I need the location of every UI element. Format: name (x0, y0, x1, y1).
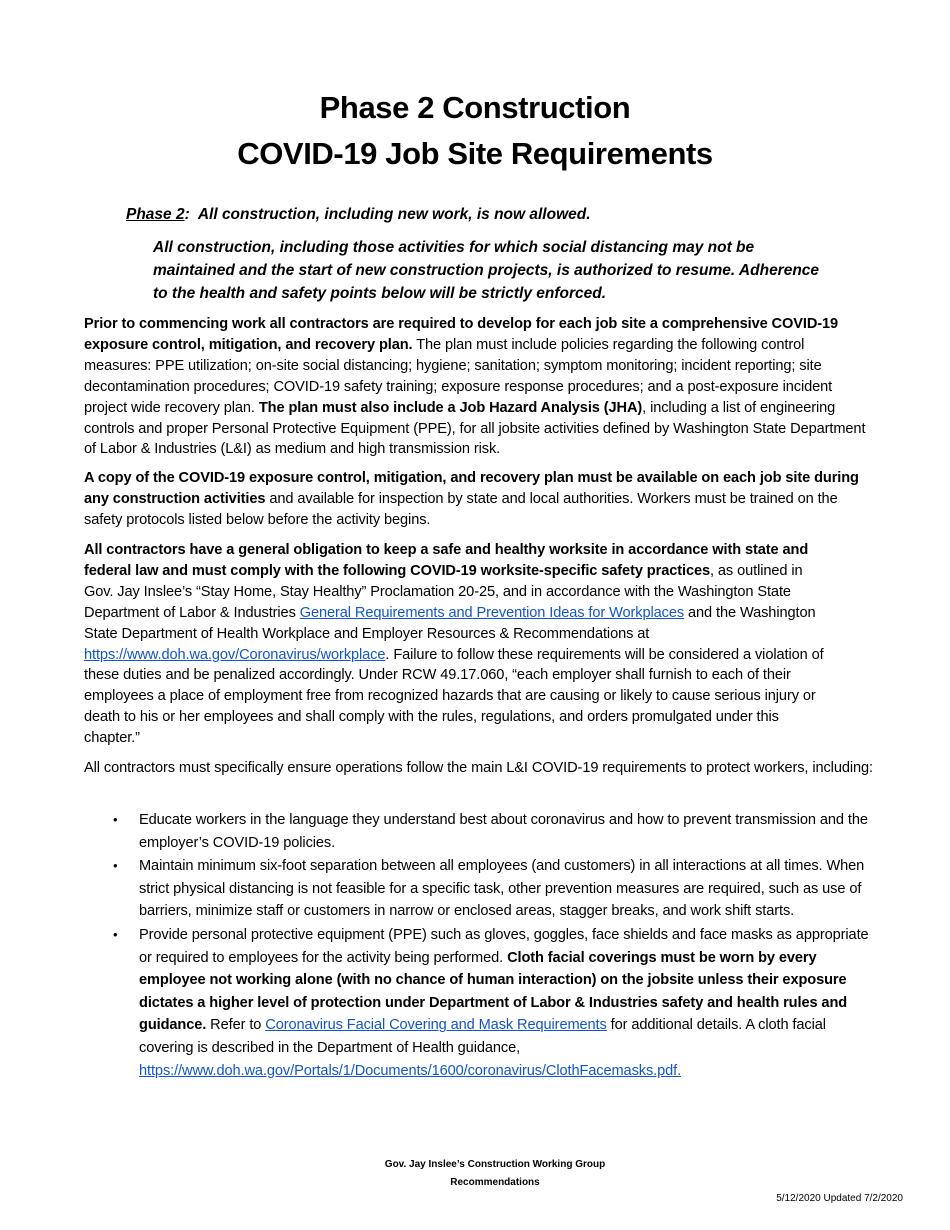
phase-text: All construction, including new work, is now allowed. (197, 206, 591, 223)
phase-label: Phase 2 (126, 206, 185, 223)
document-date: 5/12/2020 Updated 7/2/2020 (776, 1193, 903, 1204)
phase-separator: : (184, 206, 190, 223)
plan-bold-1: Prior to commencing work all contractors are required to develop for each job site a comprehensive COVID-19 exposure control, mitigation, and recovery plan. (84, 316, 839, 353)
facial-covering-link[interactable]: Coronavirus Facial Covering and Mask Requirements (265, 1017, 607, 1034)
obligation-text-1: , as outlined in Gov. Jay Inslee’s “Stay Home, Stay Healthy” Proclamation 20-25, and in accordance with the Washington State Department of Labor & Industries (84, 562, 803, 621)
bullet-text: Maintain minimum six-foot separation between all employees (and customers) in all interactions at all times. When strict physical distancing is not feasible for a specific task, other prevention measures are required, such as use of barriers, minimize staff or customers in narrow or enclosed areas, stagger breaks, and work shift starts. (139, 858, 865, 920)
obligation-text-3: . Failure to follow these requirements will be considered a violation of these duties and be penalized accordingly. Under RCW 49.17.060, “each employer shall furnish to each of their employees a place of employment free from recognized hazards that are causing or likely to cause serious injury or death to his or her employees and shall comply with the rules, regulations, and orders promulgated under this chapter.” (84, 646, 824, 747)
obligation-paragraph (84, 540, 824, 749)
cloth-facemasks-link[interactable]: https://www.doh.wa.gov/Portals/1/Documents/1600/coronavirus/ClothFacemasks.pdf. (139, 1062, 682, 1079)
phase-heading (126, 204, 846, 226)
list-item (110, 924, 870, 1082)
obligation-bold: All contractors have a general obligation to keep a safe and healthy worksite in accordance with state and federal law and must comply with the following COVID-19 worksite-specific safety practices (84, 542, 809, 579)
obligation-text-2: and the Washington State Department of Health Workplace and Employer Resources & Recommendations at (84, 604, 816, 642)
plan-bold-2: The plan must also include a Job Hazard Analysis (JHA) (258, 399, 643, 416)
plan-text-1: The plan must include policies regarding the following control measures: PPE utilization; on-site social distancing; hygiene; sanitation; symptom monitoring; incident reporting; site decontamination procedures; COVID-19 safety training; exposure response procedures; and a post-exposure incident project wide recovery plan. (84, 336, 833, 416)
list-item (110, 809, 870, 854)
li-requirements-intro: All contractors must specifically ensure operations follow the main L&I COVID-19 requirements to protect workers, including: (84, 760, 873, 776)
bullet-text-1: Provide personal protective equipment (PPE) such as gloves, goggles, face shields and face masks as appropriate or required to employees for the activity being performed. (139, 926, 869, 966)
bullet-bold: Cloth facial coverings must be worn by every employee not working alone (with no chance of human interaction) on the jobsite unless their exposure dictates a higher level of protection under Department of Labor & Industries safety and health rules and guidance. (139, 949, 848, 1034)
bullet-text-2: Refer to (206, 1017, 266, 1034)
requirements-list (110, 809, 870, 1083)
doh-workplace-link[interactable]: https://www.doh.wa.gov/Coronavirus/workplace (84, 646, 386, 663)
bullet-icon: • (113, 812, 118, 827)
footer-line-1: Gov. Jay Inslee’s Construction Working Group (384, 1159, 606, 1170)
availability-bold: A copy of the COVID-19 exposure control, mitigation, and recovery plan must be available on each job site during any construction activities (84, 470, 859, 507)
li-requirements-link[interactable]: General Requirements and Prevention Ideas for Workplaces (299, 604, 685, 621)
bullet-icon: • (113, 858, 118, 874)
title-line-1: Phase 2 Construction (319, 90, 631, 125)
availability-text: and available for inspection by state and local authorities. Workers must be trained on the safety protocols listed below before the activity begins. (84, 490, 838, 528)
plan-requirements-paragraph (84, 314, 874, 460)
bullet-icon: • (113, 926, 118, 942)
phase-description: All construction, including those activities for which social distancing may not be maintained and the start of new construction projects, is authorized to resume. Adherence to the health and safety points below will be strictly enforced. (153, 239, 820, 302)
bullet-text: Educate workers in the language they understand best about coronavirus and how to prevent transmission and the employer’s COVID-19 policies. (139, 812, 868, 851)
footer-line-2: Recommendations (450, 1177, 540, 1188)
plan-text-2: , including a list of engineering controls and proper Personal Protective Equipment (PPE), for all jobsite activities defined by Washington State Department of Labor & Industries (L&I) as medium and high transmission risk. (84, 399, 866, 458)
list-item (110, 855, 870, 923)
title-line-2: COVID-19 Job Site Requirements (237, 136, 713, 171)
bullet-text-3: for additional details. A cloth facial covering is described in the Department of Health guidance, (139, 1017, 826, 1056)
plan-availability-paragraph (84, 468, 874, 531)
